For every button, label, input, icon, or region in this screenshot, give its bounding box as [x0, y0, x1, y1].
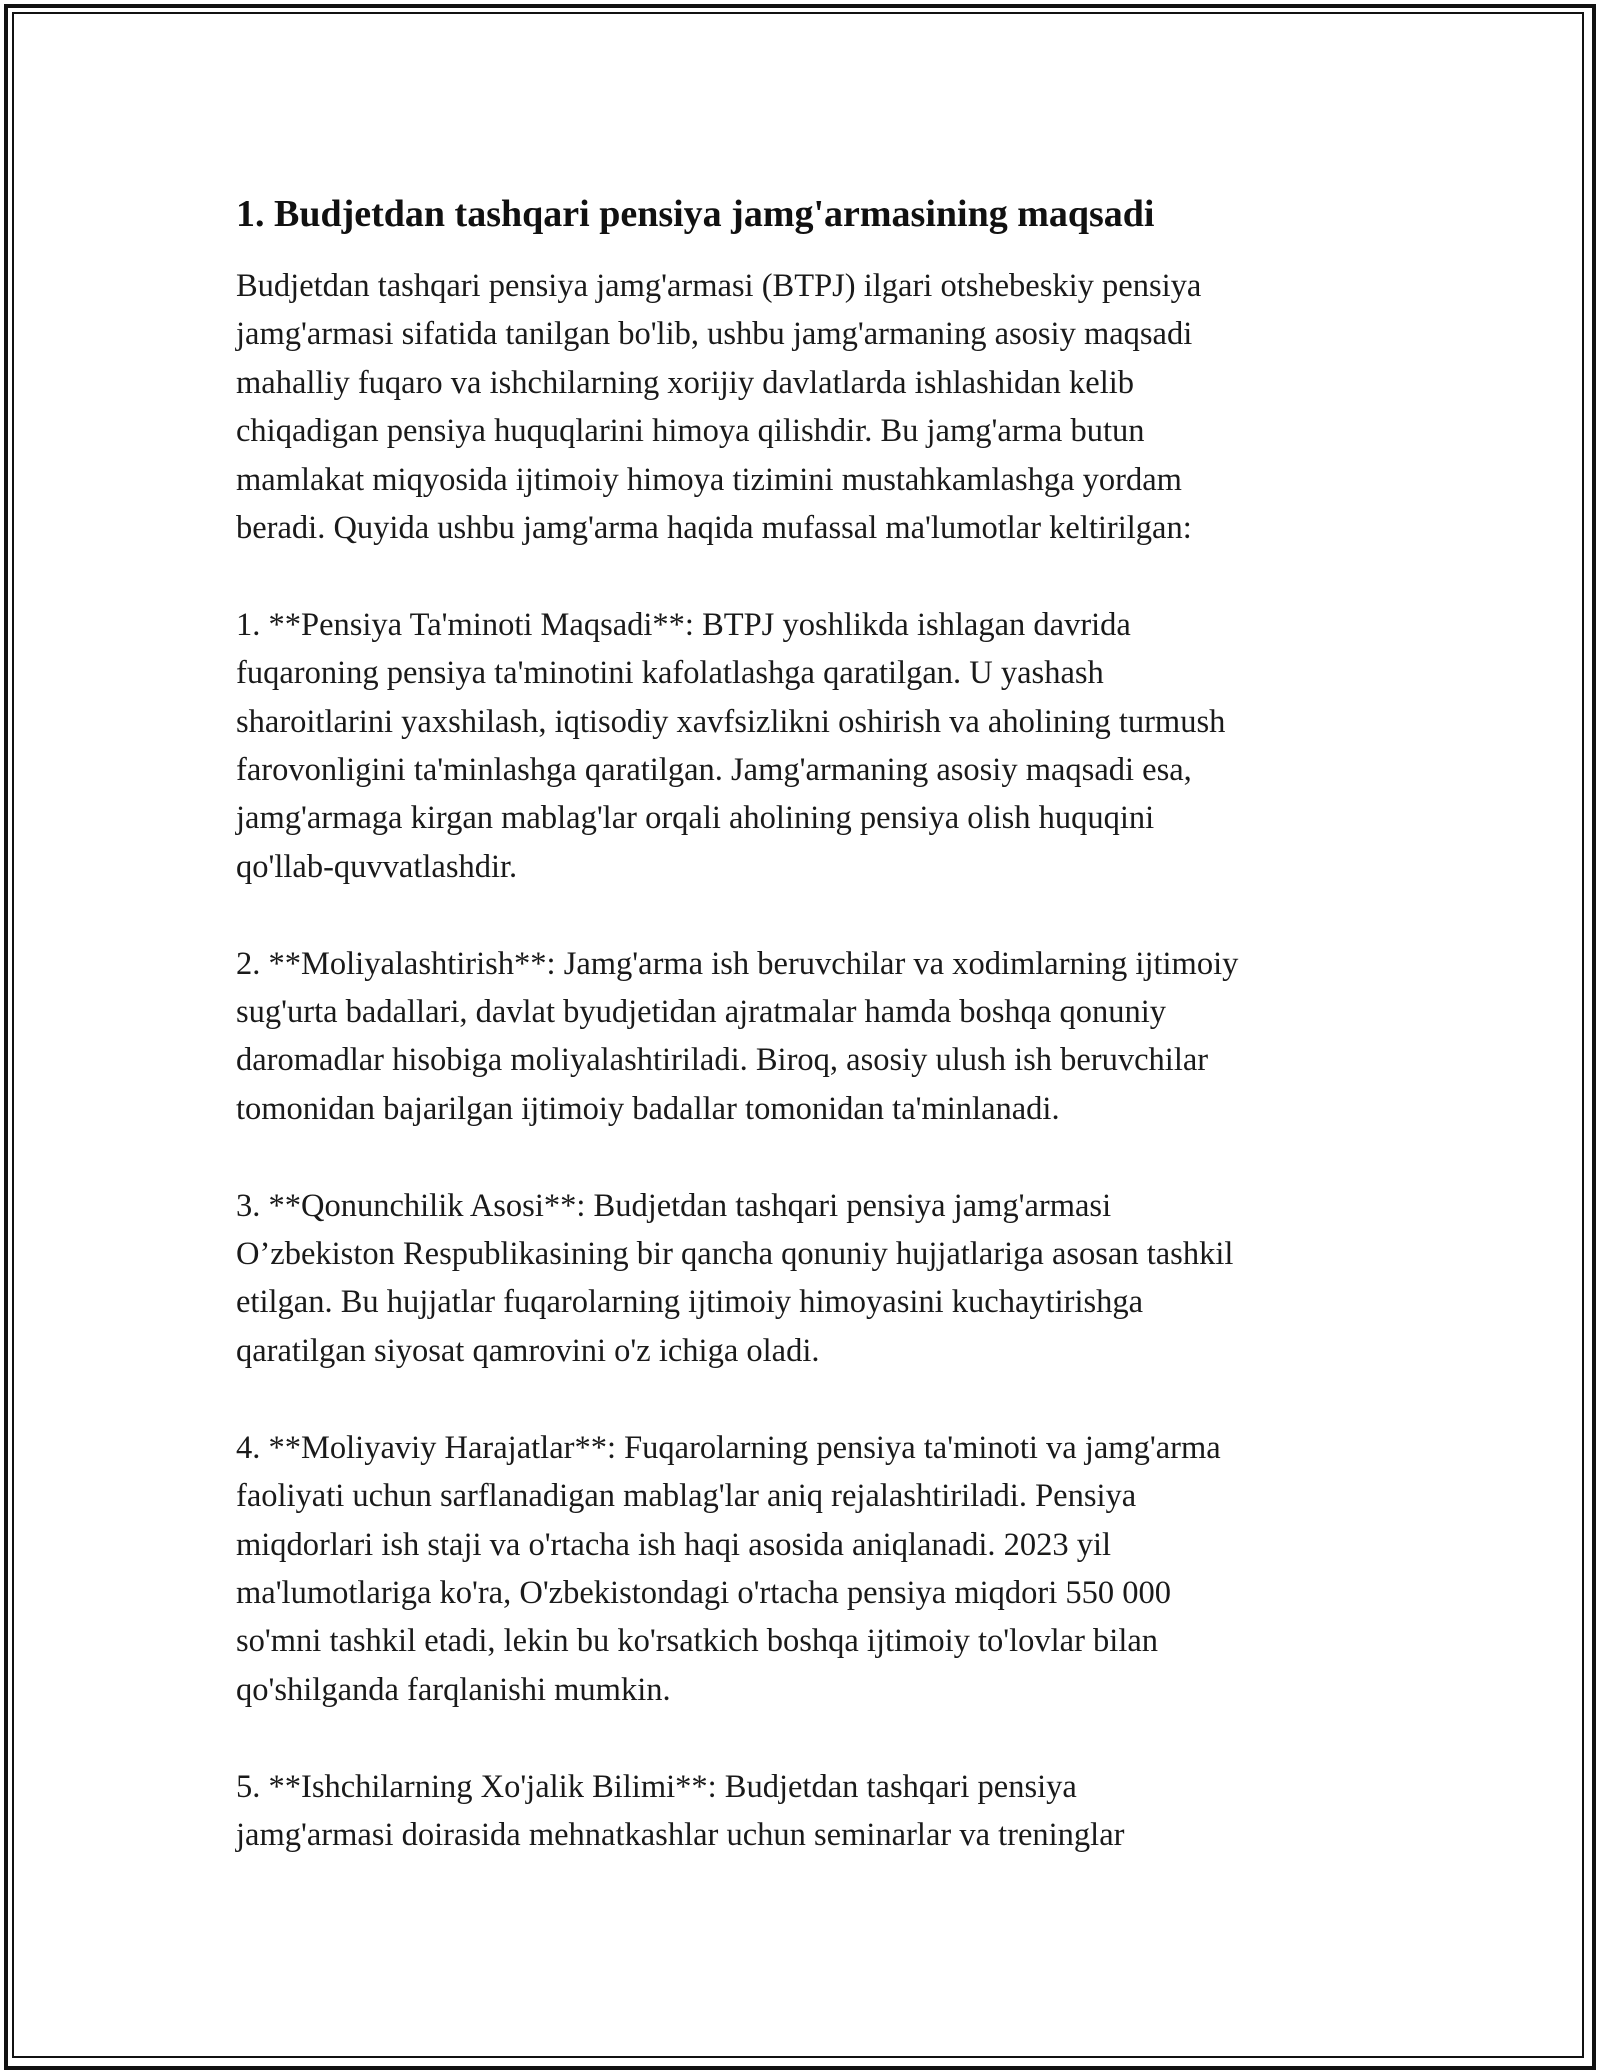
text-line: 5. **Ishchilarning Xo'jalik Bilimi**: Budjetdan tashqari pensiya [236, 1768, 1077, 1805]
paragraph-list [236, 262, 1386, 1859]
text-line: jamg'armasi sifatida tanilgan bo'lib, ushbu jamg'armaning asosiy maqsadi [236, 316, 1193, 353]
text-line: mahalliy fuqaro va ishchilarning xorijiy davlatlarda ishlashidan kelib [236, 364, 1135, 401]
section-heading: 1. Budjetdan tashqari pensiya jamg'armasining maqsadi [236, 193, 1155, 235]
text-line: so'mni tashkil etadi, lekin bu ko'rsatkich boshqa ijtimoiy to'lovlar bilan [236, 1623, 1159, 1660]
text-line: qo'llab-quvvatlashdir. [236, 848, 518, 885]
text-line: qaratilgan siyosat qamrovini o'z ichiga oladi. [236, 1332, 820, 1369]
text-line: ma'lumotlariga ko'ra, O'zbekistondagi o'rtacha pensiya miqdori 550 000 [236, 1574, 1171, 1611]
text-line: sharoitlarini yaxshilash, iqtisodiy xavfsizlikni oshirish va aholining turmush [236, 703, 1226, 740]
text-line: etilgan. Bu hujjatlar fuqarolarning ijtimoiy himoyasini kuchaytirishga [236, 1284, 1144, 1321]
text-line: 3. **Qonunchilik Asosi**: Budjetdan tashqari pensiya jamg'armasi [236, 1187, 1112, 1224]
paragraph [236, 1182, 1386, 1376]
paragraph [236, 940, 1386, 1134]
text-line: jamg'armasi doirasida mehnatkashlar uchun seminarlar va treninglar [236, 1816, 1125, 1853]
text-line: sug'urta badallari, davlat byudjetidan ajratmalar hamda boshqa qonuniy [236, 994, 1167, 1031]
text-line: qo'shilganda farqlanishi mumkin. [236, 1671, 671, 1708]
text-line: beradi. Quyida ushbu jamg'arma haqida mufassal ma'lumotlar keltirilgan: [236, 510, 1192, 547]
text-line: mamlakat miqyosida ijtimoiy himoya tizimini mustahkamlashga yordam [236, 461, 1182, 498]
text-line: O’zbekiston Respublikasining bir qancha qonuniy hujjatlariga asosan tashkil [236, 1236, 1234, 1273]
text-line: fuqaroning pensiya ta'minotini kafolatlashga qaratilgan. U yashash [236, 655, 1104, 692]
paragraph [236, 262, 1386, 552]
text-line: Budjetdan tashqari pensiya jamg'armasi (BTPJ) ilgari otshebeskiy pensiya [236, 268, 1202, 304]
text-line: jamg'armaga kirgan mablag'lar orqali aholining pensiya olish huquqini [236, 800, 1155, 837]
text-line: miqdorlari ish staji va o'rtacha ish haqi asosida aniqlanadi. 2023 yil [236, 1526, 1112, 1563]
text-line: faoliyati uchun sarflanadigan mablag'lar aniq rejalashtiriladi. Pensiya [236, 1478, 1137, 1515]
text-line: tomonidan bajarilgan ijtimoiy badallar tomonidan ta'minlanadi. [236, 1090, 1060, 1127]
text-line: daromadlar hisobiga moliyalashtiriladi. Biroq, asosiy ulush ish beruvchilar [236, 1042, 1209, 1079]
text-line: farovonligini ta'minlashga qaratilgan. Jamg'armaning asosiy maqsadi esa, [236, 752, 1192, 789]
paragraph [236, 1763, 1386, 1860]
paragraph [236, 601, 1386, 891]
document-body [236, 186, 1386, 1859]
text-line: 1. **Pensiya Ta'minoti Maqsadi**: BTPJ yoshlikda ishlagan davrida [236, 606, 1131, 643]
text-line: 2. **Moliyalashtirish**: Jamg'arma ish beruvchilar va xodimlarning ijtimoiy [236, 945, 1239, 982]
text-line: 4. **Moliyaviy Harajatlar**: Fuqarolarning pensiya ta'minoti va jamg'arma [236, 1429, 1221, 1466]
paragraph [236, 1424, 1386, 1714]
text-line: chiqadigan pensiya huquqlarini himoya qilishdir. Bu jamg'arma butun [236, 413, 1145, 450]
